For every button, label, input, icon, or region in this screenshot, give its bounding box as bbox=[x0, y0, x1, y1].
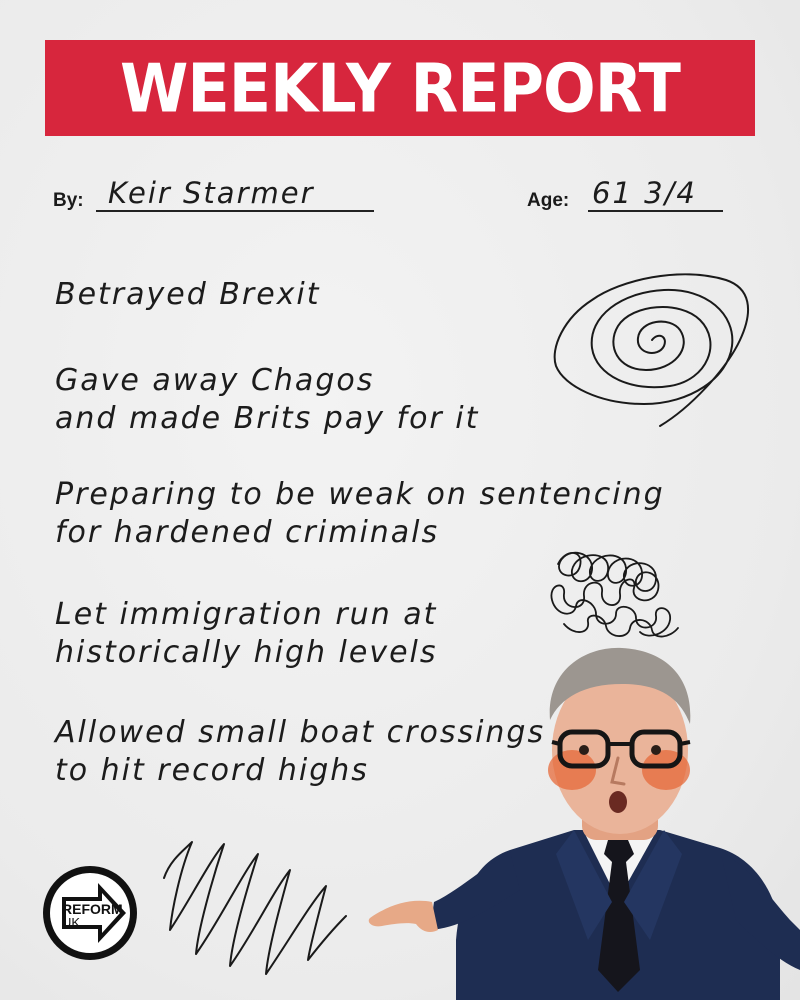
age-label: Age: bbox=[527, 190, 570, 211]
by-label: By: bbox=[53, 190, 84, 211]
entry-1 bbox=[55, 276, 321, 314]
spiral-scribble-icon bbox=[540, 258, 760, 438]
entry-3-line-2: for hardened criminals bbox=[55, 515, 440, 550]
entry-2-line-2: and made Brits pay for it bbox=[55, 401, 480, 436]
by-underline bbox=[96, 210, 374, 212]
entry-3-line-1: Preparing to be weak on sentencing bbox=[55, 477, 665, 512]
age-value: 61 3/4 bbox=[592, 176, 697, 210]
logo-line-1: REFORM bbox=[62, 901, 123, 917]
entry-1-line-1: Betrayed Brexit bbox=[55, 277, 321, 312]
entry-5-line-1: Allowed small boat crossings bbox=[55, 715, 546, 750]
entry-5-line-2: to hit record highs bbox=[55, 753, 369, 788]
entry-2-line-1: Gave away Chagos bbox=[55, 363, 375, 398]
logo-line-2: UK bbox=[62, 915, 81, 930]
entry-3 bbox=[55, 476, 665, 552]
tangle-scribble-icon bbox=[544, 544, 684, 644]
age-underline bbox=[588, 210, 723, 212]
politician-figure-icon bbox=[360, 640, 800, 1000]
by-value: Keir Starmer bbox=[108, 176, 315, 210]
entry-2 bbox=[55, 362, 479, 438]
report-title: WEEKLY REPORT bbox=[120, 48, 680, 128]
report-banner bbox=[45, 40, 755, 136]
zigzag-scribble-icon bbox=[150, 830, 360, 980]
reform-uk-wordmark bbox=[62, 902, 123, 930]
entry-4-line-2: historically high levels bbox=[55, 635, 438, 670]
entry-4-line-1: Let immigration run at bbox=[55, 597, 438, 632]
